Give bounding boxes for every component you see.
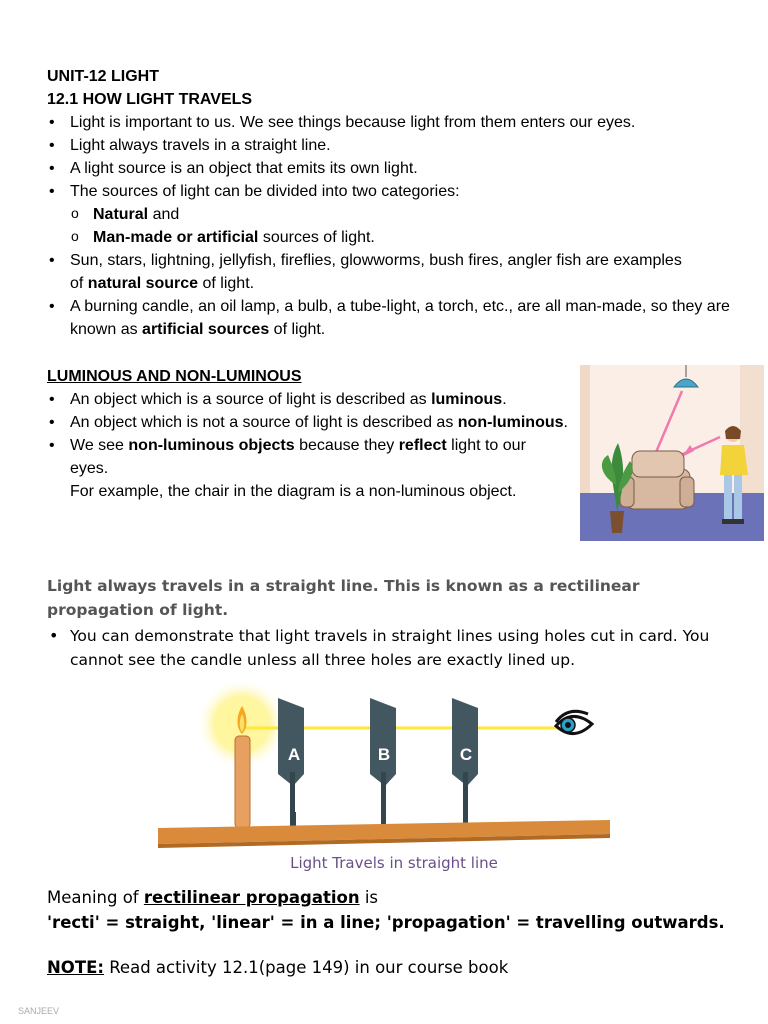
artificial-term: Man-made or artificial bbox=[93, 229, 259, 246]
meaning-line bbox=[47, 886, 378, 909]
list-item bbox=[47, 111, 737, 134]
luminous-bullet-3: We see bbox=[70, 437, 129, 454]
list-item bbox=[47, 180, 737, 203]
straight-line-diagram bbox=[158, 682, 610, 878]
note-label: NOTE: bbox=[47, 958, 104, 977]
card-label-c: C bbox=[459, 745, 473, 764]
meaning-suffix: is bbox=[359, 888, 379, 907]
list-item bbox=[47, 249, 737, 295]
bold-text: luminous bbox=[431, 391, 503, 408]
bold-text: non-luminous objects bbox=[128, 437, 295, 454]
sub-item-text: sources of light. bbox=[258, 229, 375, 246]
luminous-bullet-2: An object which is not a source of light is described as bbox=[70, 414, 458, 431]
room-illustration bbox=[580, 365, 764, 541]
holes-demo-text: You can demonstrate that light travels in straight lines using holes cut in card. You cannot see the candle unless all three holes are exactly lined up. bbox=[70, 627, 710, 669]
text: because they bbox=[294, 437, 399, 454]
text: light to our eyes. bbox=[70, 437, 526, 477]
sub-list-item bbox=[70, 226, 737, 249]
intro-bullet-6-end: of light. bbox=[269, 321, 326, 338]
footer-author: SANJEEV bbox=[18, 1006, 60, 1016]
person-body-icon bbox=[720, 445, 748, 475]
card-c-post bbox=[463, 772, 468, 828]
card-b-post bbox=[381, 772, 386, 828]
bold-text: non-luminous bbox=[457, 414, 564, 431]
intro-bullet-4: The sources of light can be divided into two categories: bbox=[70, 183, 460, 200]
list-item bbox=[47, 411, 569, 434]
natural-term: Natural bbox=[93, 206, 149, 223]
punct: . bbox=[563, 414, 568, 431]
meaning-definition: 'recti' = straight, 'linear' = in a line; 'propagation' = travelling outwards. bbox=[47, 913, 725, 932]
person-shoe bbox=[722, 519, 733, 524]
meaning-prefix: Meaning of bbox=[47, 888, 144, 907]
list-item bbox=[47, 134, 737, 157]
plant-pot-icon bbox=[610, 511, 624, 533]
note-line bbox=[47, 956, 508, 979]
bold-text: reflect bbox=[398, 437, 447, 454]
card-a-post bbox=[290, 772, 295, 828]
person-leg bbox=[724, 475, 732, 519]
luminous-bullet-1: An object which is a source of light is described as bbox=[70, 391, 432, 408]
rectilinear-heading: Light always travels in a straight line. This is known as a rectilinear propagation of light. bbox=[47, 577, 640, 619]
unit-title: UNIT-12 LIGHT bbox=[47, 68, 160, 85]
intro-bullet-2: Light always travels in a straight line. bbox=[70, 137, 331, 154]
intro-list bbox=[47, 111, 737, 341]
eye-pupil bbox=[565, 722, 571, 728]
person-shoe bbox=[733, 519, 744, 524]
list-item bbox=[47, 388, 569, 411]
bold-text: natural source bbox=[87, 275, 199, 292]
punct: . bbox=[502, 391, 507, 408]
bold-text: artificial sources bbox=[142, 321, 270, 338]
meaning-term: rectilinear propagation bbox=[143, 888, 360, 907]
section-title: 12.1 HOW LIGHT TRAVELS bbox=[47, 91, 253, 108]
card-label-b: B bbox=[377, 745, 391, 764]
diagram-caption: Light Travels in straight line bbox=[290, 854, 498, 872]
intro-bullet-1: Light is important to us. We see things because light from them enters our eyes. bbox=[70, 114, 636, 131]
sub-list-item bbox=[70, 203, 737, 226]
candle-icon bbox=[235, 736, 250, 828]
intro-bullet-5-end: of light. bbox=[198, 275, 255, 292]
sub-item-text: and bbox=[148, 206, 180, 223]
rectilinear-list bbox=[47, 624, 737, 672]
list-item bbox=[47, 434, 569, 503]
list-item bbox=[47, 157, 737, 180]
chair-back bbox=[632, 451, 684, 477]
luminous-list bbox=[47, 388, 569, 503]
list-item bbox=[47, 295, 737, 341]
intro-bullet-6: A burning candle, an oil lamp, a bulb, a tube-light, a torch, etc., are all man-made, so they are known as bbox=[70, 298, 730, 338]
card-label-a: A bbox=[287, 745, 301, 764]
note-text: Read activity 12.1(page 149) in our course book bbox=[103, 958, 509, 977]
list-item bbox=[47, 624, 737, 672]
person-leg bbox=[734, 475, 742, 519]
luminous-heading: LUMINOUS AND NON-LUMINOUS bbox=[47, 368, 302, 385]
intro-bullet-5: Sun, stars, lightning, jellyfish, fireflies, glowworms, bush fires, angler fish are examples of bbox=[70, 252, 682, 292]
chair-arm bbox=[680, 477, 694, 507]
chair-example: For example, the chair in the diagram is a non-luminous object. bbox=[70, 483, 517, 500]
intro-bullet-3: A light source is an object that emits its own light. bbox=[70, 160, 418, 177]
